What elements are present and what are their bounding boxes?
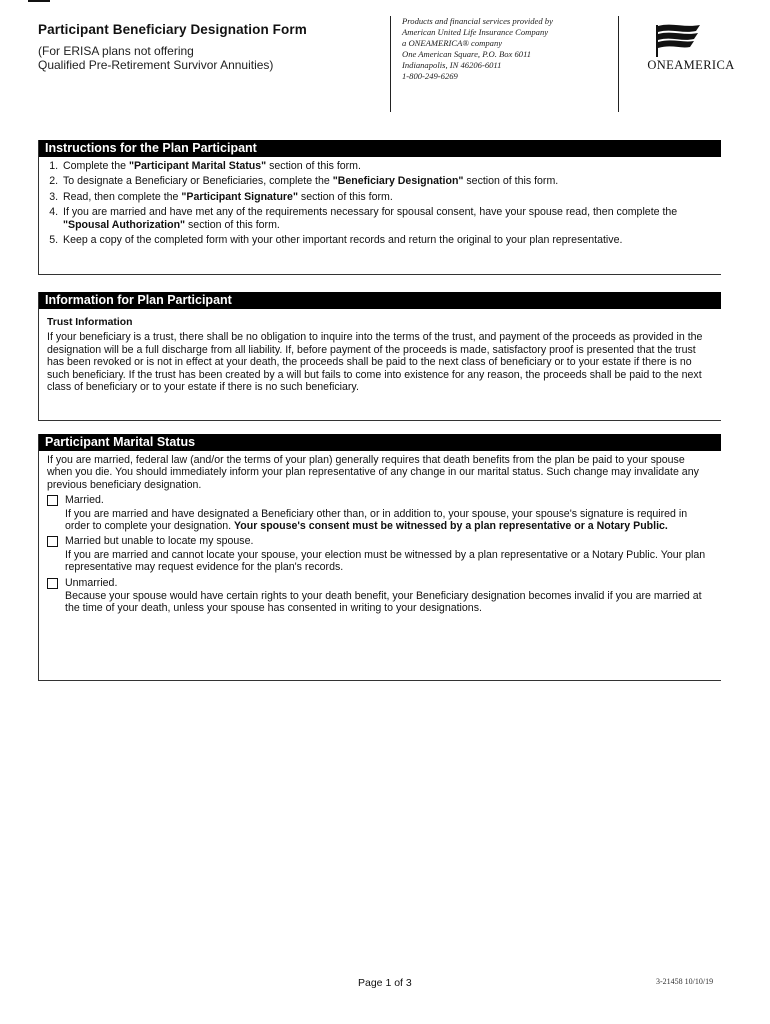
instructions-heading: Instructions for the Plan Participant: [39, 140, 721, 157]
instruction-step: 4. If you are married and have met any of the requirements necessary for spousal consent, have your spouse read, then complete the "Spousal Authorization" section of this form.: [61, 206, 711, 231]
page-number: Page 1 of 3: [358, 977, 412, 989]
married-label: Married.: [65, 494, 104, 507]
unmarried-option[interactable]: [47, 577, 711, 589]
married-unable-description: If you are married and cannot locate your spouse, your election must be witnessed by a plan representative or a Notary Public. Your plan representative may request evidence for the plan's records.: [65, 548, 706, 574]
married-unable-option[interactable]: [47, 535, 711, 547]
unmarried-label: Unmarried.: [65, 576, 118, 589]
subtitle-line-2: Qualified Pre-Retirement Survivor Annuities): [38, 58, 274, 72]
married-description: If you are married and have designated a Beneficiary other than, or in addition to, your spouse, your spouse's signature is required in order to complete your designation. Your spouse's consent must be witnessed by a plan representative or a Notary Public.: [65, 507, 688, 533]
provider-line: American United Life Insurance Company: [402, 27, 549, 37]
header-divider-right: [618, 16, 619, 112]
unmarried-description: Because your spouse would have certain rights to your death benefit, your Beneficiary designation becomes invalid if you are married at the time of your death, unless your spouse has consented in writing to your designations.: [65, 590, 702, 615]
logo-wordmark: ONEAMERICA: [647, 58, 735, 72]
marital-status-section: [38, 434, 721, 681]
information-heading: Information for Plan Participant: [39, 292, 721, 309]
married-checkbox[interactable]: [47, 495, 58, 506]
form-header: [38, 14, 738, 114]
married-unable-checkbox[interactable]: [47, 536, 58, 547]
oneamerica-logo: [636, 22, 746, 82]
form-code: 3-21458 10/10/19: [656, 977, 714, 986]
provider-line: 1-800-249-6269: [402, 71, 458, 81]
subtitle-line-1: (For ERISA plans not offering: [38, 44, 194, 58]
marital-status-heading: Participant Marital Status: [39, 434, 721, 451]
form-title: Participant Beneficiary Designation Form: [38, 22, 307, 37]
instruction-step: 3. Read, then complete the "Participant Signature" section of this form.: [61, 191, 711, 203]
trust-information-text: If your beneficiary is a trust, there shall be no obligation to inquire into the terms of the trust, and payment of the proceeds as provided in the designation will be a full discharge from all liability. If, before payment of the proceeds is made, satisfactory proof is presented that the trust has been revoked or is not in effect at your death, the proceeds shall be paid to the next class of beneficiary or to your estate if there is no such beneficiary. If the trust has been created by a will but fails to come into existence for any reason, the proceeds shall be paid to the next class of beneficiary or to your estate if there is no such beneficiary.: [47, 331, 703, 394]
instructions-list: [47, 160, 711, 246]
marital-status-intro: If you are married, federal law (and/or the terms of your plan) generally requires that death benefits from the plan be paid to your spouse when you die. You should immediately inform your plan representative of any change in our marital status. Such change may invalidate any previous beneficiary designation.: [47, 454, 699, 491]
top-corner-mark: [28, 0, 50, 2]
provider-line: Products and financial services provided by: [402, 16, 553, 26]
instruction-step: 1. Complete the "Participant Marital Status" section of this form.: [61, 160, 711, 172]
instruction-step: 5. Keep a copy of the completed form with your other important records and return the original to your plan representative.: [61, 234, 711, 246]
trust-information-title: Trust Information: [47, 317, 133, 328]
provider-line: a ONEAMERICA® company: [402, 38, 503, 48]
form-subtitle: [38, 44, 273, 72]
unmarried-checkbox[interactable]: [47, 578, 58, 589]
header-divider-left: [390, 16, 391, 112]
information-section: [38, 292, 721, 421]
information-body: [39, 309, 721, 397]
provider-line: One American Square, P.O. Box 6011: [402, 49, 532, 59]
provider-info: [402, 16, 616, 82]
instructions-body: [39, 157, 721, 253]
marital-status-body: [39, 451, 721, 622]
instructions-section: [38, 140, 721, 275]
provider-line: Indianapolis, IN 46206-6011: [402, 60, 502, 70]
flag-icon: [644, 22, 704, 58]
married-unable-label: Married but unable to locate my spouse.: [65, 535, 254, 548]
instruction-step: 2. To designate a Beneficiary or Beneficiaries, complete the "Beneficiary Designation" section of this form.: [61, 175, 711, 187]
married-option[interactable]: [47, 494, 711, 506]
